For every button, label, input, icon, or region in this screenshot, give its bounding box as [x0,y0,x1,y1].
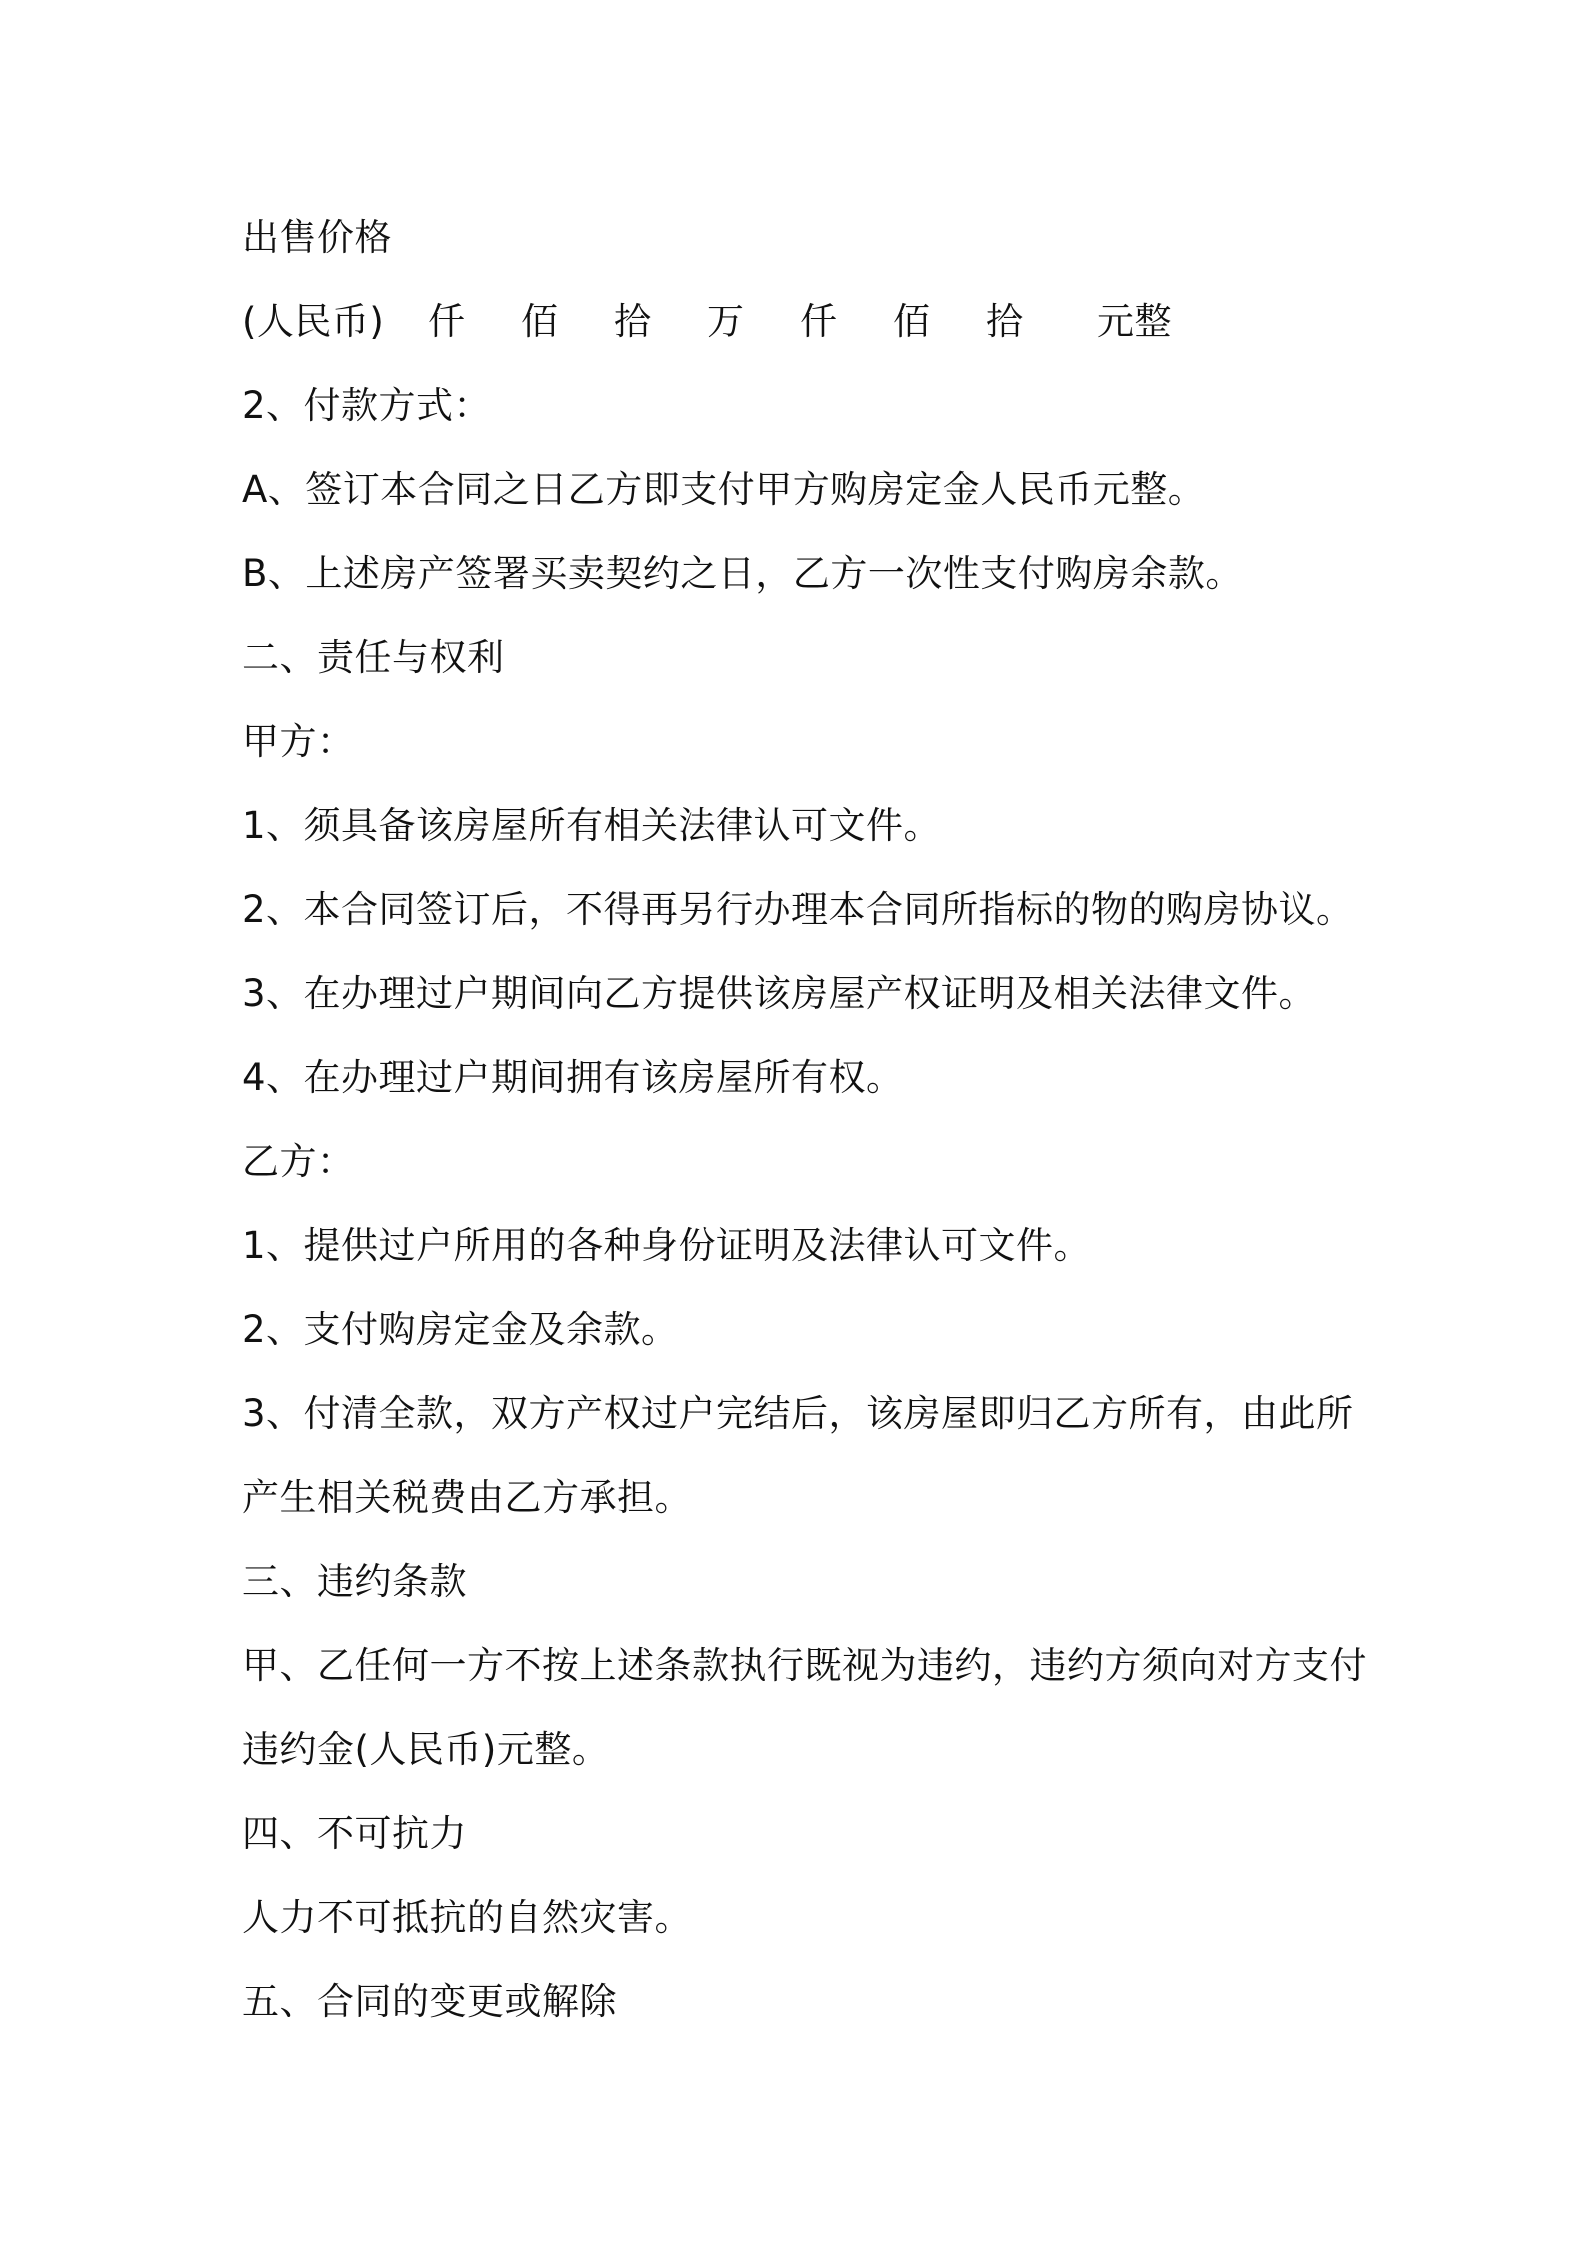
party-b-item-2: 2、支付购房定金及余款。 [242,1308,679,1351]
party-a-item-3: 3、在办理过户期间向乙方提供该房屋产权证明及相关法律文件。 [242,972,1317,1015]
unit-qian: 仟 [428,300,466,343]
party-a-item-4: 4、在办理过户期间拥有该房屋所有权。 [242,1056,904,1099]
party-b-item-3-continued: 产生相关税费由乙方承担。 [242,1476,692,1519]
yuan-zheng: 元整 [1097,300,1172,343]
party-a-heading: 甲方： [242,720,355,763]
currency-label: (人民币) [242,300,385,343]
party-a-item-2: 2、本合同签订后，不得再另行办理本合同所指标的物的购房协议。 [242,888,1354,931]
force-majeure-clause: 人力不可抵抗的自然灾害。 [242,1896,692,1939]
party-b-item-3: 3、付清全款，双方产权过户完结后，该房屋即归乙方所有，由此所 [242,1392,1354,1435]
breach-clause-continued: 违约金(人民币)元整。 [242,1728,610,1771]
sale-price-label: 出售价格 [242,216,392,259]
unit-bai-2: 佰 [893,300,931,343]
unit-shi-2: 拾 [986,300,1024,343]
breach-clause: 甲、乙任何一方不按上述条款执行既视为违约，违约方须向对方支付 [242,1644,1367,1687]
section-heading-responsibilities: 二、责任与权利 [242,636,505,679]
party-b-heading: 乙方： [242,1140,355,1183]
section-heading-force-majeure: 四、不可抗力 [242,1812,467,1855]
payment-method-heading: 2、付款方式： [242,384,492,427]
price-amount-row [242,280,1372,364]
unit-bai: 佰 [521,300,559,343]
section-heading-breach: 三、违约条款 [242,1560,467,1603]
unit-qian-2: 仟 [800,300,838,343]
unit-wan: 万 [707,300,745,343]
section-heading-amendment: 五、合同的变更或解除 [242,1980,617,2023]
party-b-item-1: 1、提供过户所用的各种身份证明及法律认可文件。 [242,1224,1092,1267]
payment-clause-b: B、上述房产签署买卖契约之日，乙方一次性支付购房余款。 [242,552,1243,595]
payment-clause-a: A、签订本合同之日乙方即支付甲方购房定金人民币元整。 [242,468,1206,511]
document-body [242,196,1372,2044]
party-a-item-1: 1、须具备该房屋所有相关法律认可文件。 [242,804,942,847]
unit-shi: 拾 [614,300,652,343]
